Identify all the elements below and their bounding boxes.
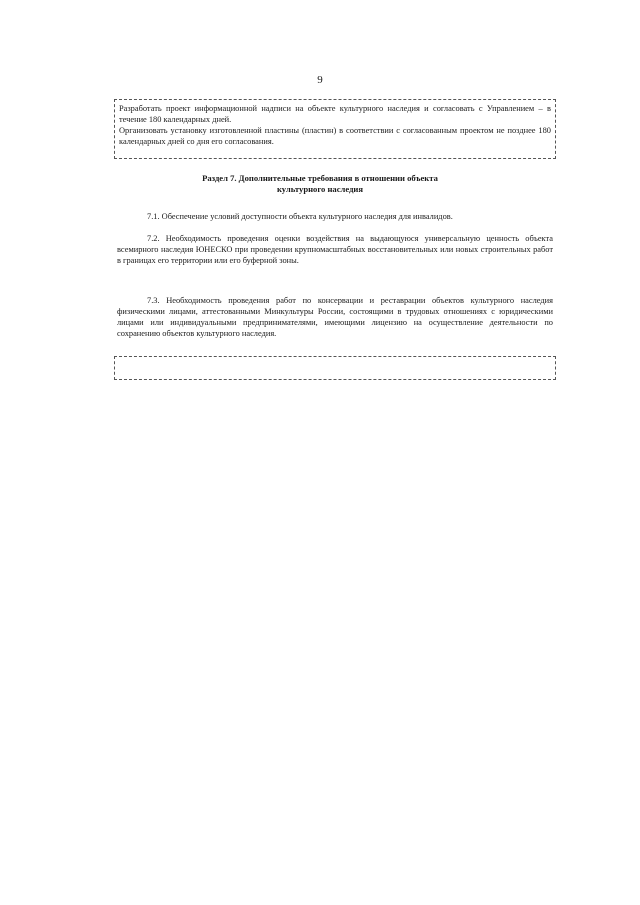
paragraph-7-2: 7.2. Необходимость проведения оценки воздействия на выдающуюся универсальную ценность объекта всемирного наследия ЮНЕСКО при проведении крупномасштабных восстановительных или новых строительных работ в границах его территории или его буферной зоны. (117, 234, 553, 265)
section-title-line-1: Раздел 7. Дополнительные требования в отношении объекта (202, 173, 438, 183)
section-7-heading (0, 173, 640, 195)
paragraph-7-3: 7.3. Необходимость проведения работ по консервации и реставрации объектов культурного наследия физическими лицами, аттестованными Минкультуры России, состоящими в трудовых отношениях с юридическими лицами или индивидуальными предпринимателями, имеющими лицензию на осуществление деятельности по сохранению объектов культурного наследия. (117, 296, 553, 338)
requirements-row-plate-installation: Организовать установку изготовленной пластины (пластин) в соответствии с согласованным проектом не позднее 180 календарных дней со дня его согласования. (119, 126, 551, 146)
requirements-row-inscription-project: Разработать проект информационной надписи на объекте культурного наследия и согласовать с Управлением – в течение 180 календарных дней. (119, 104, 551, 124)
section-title-line-2: культурного наследия (276, 184, 364, 194)
paragraph-7-1: 7.1. Обеспечение условий доступности объекта культурного наследия для инвалидов. (147, 212, 453, 221)
page-number: 9 (317, 74, 323, 86)
requirements-table (114, 99, 556, 159)
empty-table-box (114, 356, 556, 380)
